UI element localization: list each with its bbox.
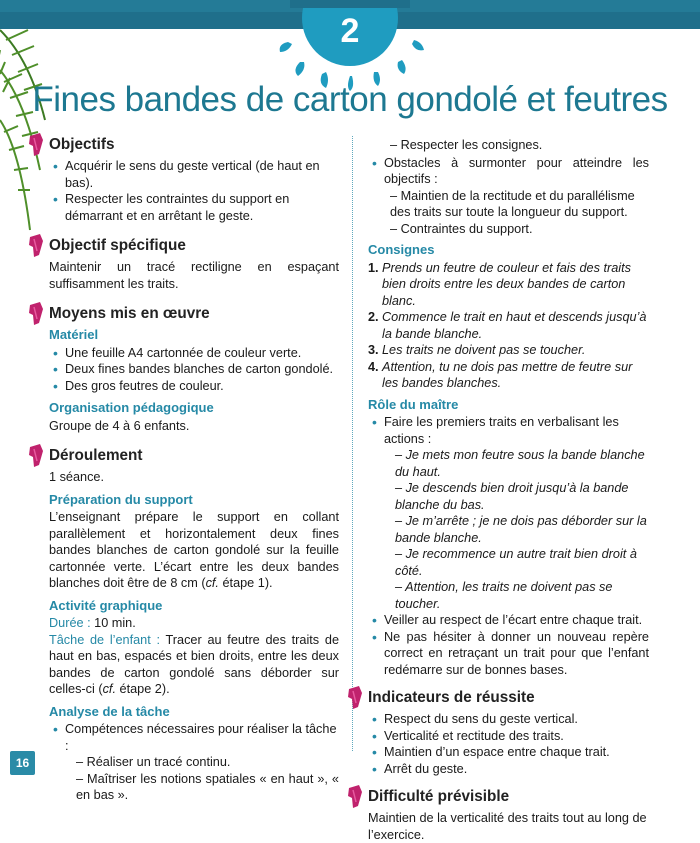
subheading-consignes: Consignes (368, 242, 435, 257)
bullet-list (368, 711, 649, 777)
brush-mark-icon (347, 685, 364, 710)
section-title: Difficulté prévisible (368, 788, 510, 805)
paragraph: 1 séance. (49, 470, 105, 484)
list-item: 2. Commence le trait en haut et descends jusqu’à la bande blanche. (368, 310, 647, 341)
subheading-role: Rôle du maître (368, 396, 459, 412)
section-title: Moyens mis en œuvre (49, 305, 210, 322)
list-item: • Obstacles à surmonter pour atteindre les objectifs : (368, 155, 649, 188)
paragraph: Maintien de la verticalité des traits tout au long de l’exercice. (368, 811, 647, 842)
left-column (49, 133, 339, 804)
list-item: • Respecter les contraintes du support en démarrant et en arrêtant le geste. (49, 191, 339, 224)
list-item: – Je descends bien droit jusqu’à la bande blanche du bas. (395, 481, 629, 512)
list-item: • Verticalité et rectitude des traits. (368, 728, 649, 745)
page-title: Fines bandes de carton gondolé et feutres (32, 80, 668, 119)
list-item: • Faire les premiers traits en verbalisant les actions : (368, 414, 649, 447)
section-moyens (49, 304, 339, 434)
section-title: Objectifs (49, 136, 115, 153)
brush-mark-icon (28, 132, 45, 157)
paragraph: L’enseignant prépare le support en collant parallèlement et horizontalement deux fines bandes blanches de carton gondolé sur la feuille cartonnée verte. L’écart entre les deux bandes blanches doit être de 8 cm (cf. étape 1). (49, 510, 339, 590)
list-item: 4. Attention, tu ne dois pas mettre de feutre sur les bandes blanches. (368, 359, 633, 390)
bullet-list (49, 345, 339, 395)
brush-mark-icon (347, 784, 364, 809)
section-title: Objectif spécifique (49, 237, 186, 254)
list-item: • Respect du sens du geste vertical. (368, 711, 649, 728)
numbered-list (368, 260, 649, 392)
list-item: • Des gros feutres de couleur. (49, 378, 339, 395)
paragraph: Durée : 10 min. (49, 616, 136, 630)
list-item: – Attention, les traits ne doivent pas se toucher. (395, 580, 613, 611)
brush-mark-icon (28, 443, 45, 468)
page-number: 16 (10, 751, 35, 775)
section-indicateurs (368, 688, 649, 777)
paragraph: Maintenir un tracé rectiligne en espaçant suffisamment les traits. (49, 260, 339, 291)
list-item: – Je recommence un autre trait bien droit à côté. (395, 547, 637, 578)
list-item: • Ne pas hésiter à donner un nouveau repère correct en retraçant un trait pour que l’enfant redémarre sur de bonnes bases. (368, 629, 649, 679)
list-item: – Maîtriser les notions spatiales « en haut », « en bas ». (76, 771, 339, 802)
paragraph: Tâche de l’enfant : Tracer au feutre des traits de haut en bas, espacés et bien droits, entre les deux bandes de carton gondolé sans déborder sur celles-ci (cf. étape 2). (49, 632, 340, 696)
section-objectif-specifique (49, 236, 339, 292)
section-deroulement (49, 446, 339, 804)
list-item: • Compétences nécessaires pour réaliser la tâche : (49, 721, 339, 754)
list-item: • Acquérir le sens du geste vertical (de haut en bas). (49, 158, 339, 191)
list-item: • Deux fines bandes blanches de carton gondolé. (49, 361, 339, 378)
section-title: Indicateurs de réussite (368, 689, 535, 706)
column-divider (352, 136, 353, 751)
subheading-preparation: Préparation du support (49, 491, 193, 507)
subheading-analyse: Analyse de la tâche (49, 703, 170, 719)
paragraph: Groupe de 4 à 6 enfants. (49, 418, 190, 433)
list-item: • Une feuille A4 cartonnée de couleur verte. (49, 345, 339, 362)
list-item: • Veiller au respect de l’écart entre chaque trait. (368, 612, 649, 629)
subheading-materiel: Matériel (49, 327, 99, 342)
list-item: • Arrêt du geste. (368, 761, 649, 778)
list-item: 1. Prends un feutre de couleur et fais des traits bien droits entre les deux bandes de carton blanc. (368, 260, 631, 308)
list-item: – Réaliser un tracé continu. (76, 755, 231, 769)
list-item: – Respecter les consignes. (390, 138, 543, 152)
list-item: – Je m’arrête ; je ne dois pas déborder sur la bande blanche. (395, 514, 647, 545)
list-item: – Maintien de la rectitude et du parallélisme des traits sur toute la longueur du support. (390, 188, 635, 219)
bullet-list (368, 414, 649, 678)
section-title: Déroulement (49, 447, 143, 464)
step-number: 2 (340, 12, 360, 50)
bullet-list (49, 158, 339, 224)
list-item: • Maintien d’un espace entre chaque trait. (368, 744, 649, 761)
subheading-activite: Activité graphique (49, 597, 163, 613)
subheading-organisation: Organisation pédagogique (49, 400, 214, 415)
brush-mark-icon (28, 233, 45, 258)
bullet-list (368, 137, 649, 237)
list-item: – Contraintes du support. (390, 221, 533, 236)
brush-mark-icon (28, 301, 45, 326)
list-item: – Je mets mon feutre sous la bande blanche du haut. (395, 448, 645, 479)
bullet-list (49, 721, 339, 804)
section-difficulte (368, 787, 649, 843)
list-item: 3. Les traits ne doivent pas se toucher. (368, 343, 586, 357)
right-column (368, 137, 649, 843)
section-objectifs (49, 135, 339, 224)
